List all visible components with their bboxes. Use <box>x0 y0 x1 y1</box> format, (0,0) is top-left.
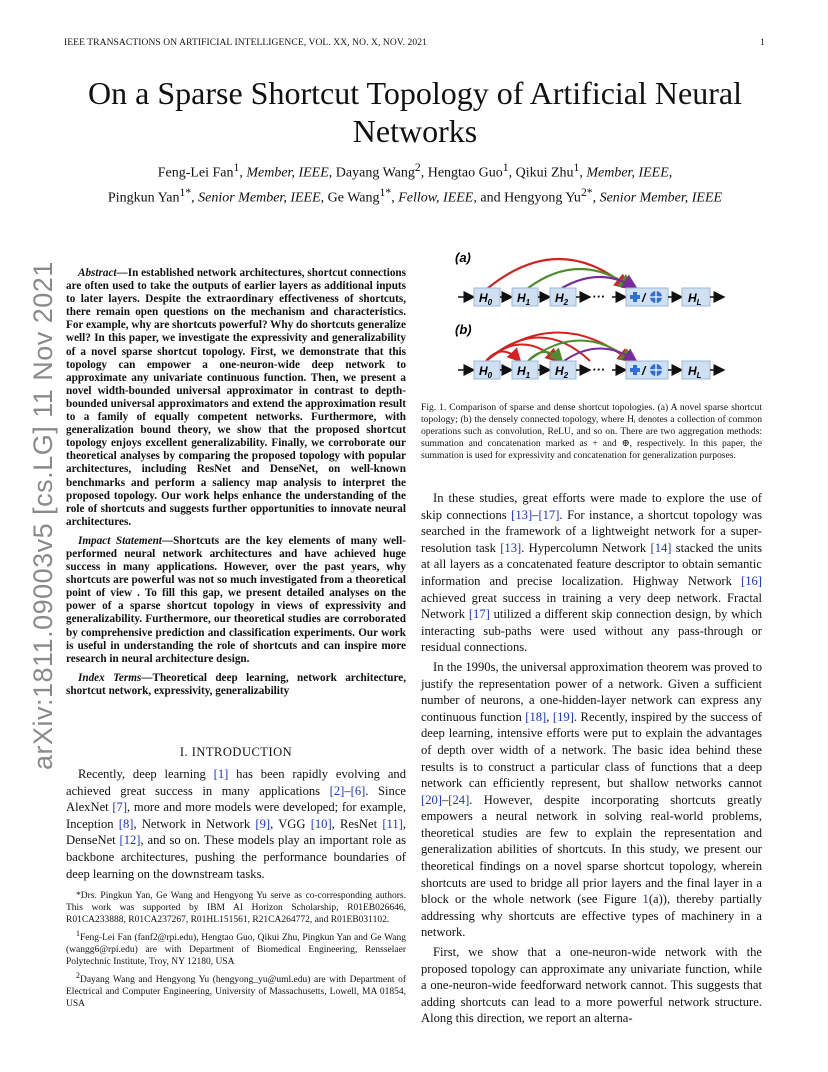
citation-link[interactable]: [1] <box>213 767 229 781</box>
citation-link[interactable]: [17] <box>538 507 560 522</box>
citation-link[interactable]: [14] <box>650 540 672 555</box>
citation-link[interactable]: [7] <box>112 800 128 815</box>
node-hl-label: H <box>688 364 697 378</box>
concat-icon <box>650 291 662 303</box>
author-role: Member, IEEE, <box>586 165 673 181</box>
text-run: In these studies, great efforts were made to explore the use of skip connections <box>421 491 762 522</box>
page-number: 1 <box>760 38 765 48</box>
text-run: In the 1990s, the universal approximation theorem was proved to justify the representation power of a network. Given a sufficient number of neurons, a one-hidden-layer network can express any continuous function <box>421 659 762 724</box>
node-h0-label: H <box>479 291 488 305</box>
node-h2-sub: 2 <box>563 371 569 380</box>
affiliation-mark: 1 <box>502 161 509 174</box>
text-run: utilized a different skip connection design, by which interacting sub-paths were used without any pass-through or residual connections. <box>421 607 762 655</box>
citation-link[interactable]: [16] <box>741 573 762 588</box>
text-run: , more and more models were developed; for example, Inception <box>66 800 406 831</box>
text-run: – <box>532 507 539 522</box>
footnote: *Drs. Pingkun Yan, Ge Wang and Hengyong Yu serve as co-corresponding authors. This work was supported by IBM AI Horizon Scholarship, R01EB026646, R01CA233888, R01CA237267, R01HL151561, R21CA264772, and R01EB031102. <box>66 891 406 925</box>
text-run: . However, despite incorporating shortcuts greatly empowers a neural network in solving real-world problems, theoretical studies are few to explain the representation and generalization abilities of shortcuts. In this study, we present our theoretical findings on a novel sparse shortcut topology, wherein shortcuts are used to bridge all prior layers and the final layer in a block or the whole network (see Figure <box>421 792 762 907</box>
affiliation-mark: 2* <box>580 185 593 199</box>
author-role: Member, IEEE, <box>246 165 333 181</box>
node-h1-sub: 1 <box>525 298 531 307</box>
citation-link[interactable]: [11] <box>382 816 403 831</box>
citation-link[interactable]: [13] <box>500 540 522 555</box>
running-header: IEEE TRANSACTIONS ON ARTIFICIAL INTELLIGENCE, VOL. XX, NO. X, NOV. 2021 <box>64 38 427 48</box>
node-hl-sub: L <box>696 371 702 380</box>
citation-link[interactable]: [8] <box>118 816 134 831</box>
text-run: achieved great success in training a very deep network. Fractal Network <box>421 590 762 622</box>
aggregation-separator: / <box>642 291 646 305</box>
node-h0-label: H <box>479 364 488 378</box>
text-run: . Since AlexNet <box>66 783 406 815</box>
index-terms-label: Index Terms <box>78 671 142 684</box>
right-column-text <box>421 490 762 1030</box>
text-run: . For instance, a shortcut topology was searched in the framework of a lightweight network for a super-resolution task <box>421 507 762 555</box>
node-h1-label: H <box>517 364 526 378</box>
footnote-text: Feng-Lei Fan (fanf2@rpi.edu), Hengtao Guo, Qikui Zhu, Pingkun Yan and Ge Wang (wangg6@rpi.edu) are with Department of Biomedical Engineering, Rensselaer Polytechnic Institute, Troy, NY 12180, USA <box>66 933 406 968</box>
text-run: has been rapidly evolving and achieved great success in many applications <box>66 767 406 798</box>
node-hl-sub: L <box>696 298 702 307</box>
text-run: , DenseNet <box>66 816 406 848</box>
text-run: stacked the units at all layers as a concatenated feature descriptor to obtain semantic information and precise localization. Highway Network <box>421 540 762 588</box>
node-h2-sub: 2 <box>563 298 569 307</box>
citation-link[interactable]: [17] <box>468 607 490 622</box>
impact-paragraph <box>66 535 406 666</box>
affiliation-mark: 1 <box>573 161 580 174</box>
citation-link[interactable]: [20] <box>421 792 442 807</box>
text-run: , ResNet <box>331 816 383 831</box>
citation-link[interactable]: [18] <box>525 709 547 724</box>
author-role: Fellow, IEEE, <box>398 190 477 206</box>
citation-link[interactable]: [10] <box>310 816 332 831</box>
node-h2-label: H <box>555 291 564 305</box>
citation-link[interactable]: [9] <box>255 816 271 831</box>
footnotes <box>66 890 406 1012</box>
body-paragraph <box>66 766 406 882</box>
author-role: Senior Member, IEEE, <box>198 190 325 206</box>
body-paragraph <box>421 659 762 941</box>
node-h0-sub: 0 <box>487 371 493 380</box>
title-line-2: Networks <box>352 113 478 149</box>
citation-link[interactable]: [6] <box>350 783 366 798</box>
affiliation-mark: 1 <box>233 161 240 174</box>
ellipsis: ··· <box>592 362 605 377</box>
affiliation-mark: 1* <box>379 185 392 199</box>
arxiv-stamp: arXiv:1811.09003v5 [cs.LG] 11 Nov 2021 <box>28 261 58 770</box>
impact-label: Impact Statement <box>78 534 162 547</box>
author-name: Dayang Wang <box>335 165 415 181</box>
author-name: Ge Wang <box>327 190 380 206</box>
dense-arc <box>486 352 520 362</box>
text-run: – <box>441 792 449 807</box>
figure-link[interactable]: 1 <box>642 892 649 907</box>
footnote-text: Dayang Wang and Hengyong Yu (hengyong_yu@uml.edu) are with Department of Electrical and Computer Engineering, University of Massachusetts, Lowell, MA 01854, USA <box>66 975 406 1010</box>
abstract-paragraph <box>66 267 406 529</box>
affiliation-mark: 1* <box>179 185 192 199</box>
node-h0-sub: 0 <box>487 298 493 307</box>
concat-icon <box>650 364 662 376</box>
footnote <box>66 970 406 1010</box>
author-name: Qikui Zhu <box>515 165 574 181</box>
citation-link[interactable]: [2] <box>329 783 345 798</box>
node-hl-label: H <box>688 291 697 305</box>
text-run: Recently, deep learning <box>78 767 214 781</box>
title-line-1: On a Sparse Shortcut Topology of Artificial Neural <box>88 75 742 111</box>
node-h2-label: H <box>555 364 564 378</box>
citation-link[interactable]: [19] <box>552 709 574 724</box>
author-name: Pingkun Yan <box>107 190 180 206</box>
author-name: Hengtao Guo <box>427 165 503 181</box>
footnote <box>66 928 406 968</box>
node-h1-label: H <box>517 291 526 305</box>
ellipsis: ··· <box>592 289 605 304</box>
abstract-block <box>66 267 406 704</box>
text-run: (a)), thereby partially addressing why shortcuts are effective types of machinery in a network. <box>421 892 762 940</box>
paper-title <box>40 74 790 150</box>
dense-arc <box>564 349 636 362</box>
panel-label-b: (b) <box>455 322 472 337</box>
citation-link[interactable]: [13] <box>511 507 533 522</box>
affiliation-mark: 2 <box>414 161 421 174</box>
text-run: , Network in Network <box>133 816 256 831</box>
impact-text: —Shortcuts are the key elements of many well-performed neural network architectures and have achieved huge success in many applications. However, over the past years, why shortcuts are powerful was not so much investigated from a theoretical point of view . To fill this gap, we present detailed analyses on the power of a sparse shortcut topology in views of expressivity and generalizability. Furthermore, our theoretical studies are corroborated by comprehensive prediction and classification experiments. Our work is useful in understanding the role of shortcuts and can inspire more research in neural architecture design. <box>66 534 406 665</box>
introduction-text <box>66 766 406 885</box>
author-role: Senior Member, IEEE <box>599 190 723 206</box>
aggregation-separator: / <box>642 364 646 378</box>
citation-link[interactable]: [12] <box>119 833 141 848</box>
author-name: and Hengyong Yu <box>480 190 581 206</box>
abstract-label: Abstract <box>78 267 117 279</box>
footnote-mark: 2 <box>76 971 80 981</box>
panel-label-a: (a) <box>455 250 471 265</box>
text-run: , <box>546 709 553 724</box>
node-h1-sub: 1 <box>525 371 531 380</box>
citation-link[interactable]: [24] <box>448 792 470 807</box>
index-terms-text: —Theoretical deep learning, network architecture, shortcut network, expressivity, generalizability <box>66 671 406 697</box>
text-run: . Recently, inspired by the success of deep learning, intensive efforts were put to explain the advantages of depth over width of a network. The basic idea behind these results is to construct a particular class of functions that a deep network can efficiently represent, but shallow networks cannot <box>421 709 762 791</box>
author-list: Feng-Lei Fan$^1$, Member, IEEE, Dayang Wang$^2$, Hengtao Guo$^1$, Qikui Zhu$^1$, Member, IEEE, Pingkun Yan$^{1*}$, Senior Member, IEEE, Ge Wang$^{1*}$, Fellow, IEEE, and Hengyong $Yu^{2*}$, Senior Member, IEEE <box>107 161 723 206</box>
text-run: , VGG <box>270 816 311 831</box>
footnote-mark: 1 <box>76 929 80 938</box>
body-paragraph <box>421 490 762 656</box>
index-terms-paragraph <box>66 672 406 698</box>
section-heading: I. INTRODUCTION <box>179 745 293 759</box>
figure-caption: Fig. 1. Comparison of sparse and dense shortcut topologies. (a) A novel sparse shortcut topology; (b) the densely connected topology, where Hᵢ denotes a collection of common operations such as convolution, ReLU, and so on. There are two aggregation methods: summation and concatenation marked as + and ⊕, respectively. In this paper, the summation is used for expressivity and concatenation for generalization purposes. <box>421 402 762 461</box>
abstract-text: —In established network architectures, shortcut connections are often used to take the outputs of earlier layers as additional inputs to later layers. Despite the extraordinary effectiveness of shortcuts, there remain open questions on the mechanism and characteristics. For example, why are shortcuts powerful? Why do shortcuts generalize well? In this paper, we investigate the expressivity and generalizability of a novel sparse shortcut topology. First, we demonstrate that this topology can empower a one-neuron-wide deep network to approximate any univariate continuous function. Then, we present a novel width-bounded universal approximator in contrast to depth-bounded universal approximators and extend the approximation result to a family of equally competent networks. Furthermore, with generalization bound theory, we show that the proposed shortcut topology enjoys excellent generalizability. Finally, we corroborate our theoretical analyses by comparing the proposed topology with popular architectures, including ResNet and DenseNet, on well-known benchmarks and perform a saliency map analysis to interpret the proposed topology. Our work helps enhance the understanding of the role of shortcuts and suggests further opportunities to innovate neural architectures. <box>66 267 406 528</box>
text-run: – <box>344 783 351 798</box>
text-run: , and so on. These models play an important role as backbone architectures, pushing the performance boundaries of deep learning on the downstream tasks. <box>66 833 406 881</box>
author-name: Feng-Lei Fan <box>157 165 234 181</box>
body-paragraph: First, we show that a one-neuron-wide network with the proposed topology can approximate any univariate function, while a one-neuron-wide feedforward network cannot. This suggests that adding shortcuts can lead to a more powerful network structure. Along this direction, we report an alterna- <box>421 945 762 1026</box>
text-run: . Hypercolumn Network <box>521 540 651 555</box>
shortcut-topology-figure <box>450 248 750 388</box>
